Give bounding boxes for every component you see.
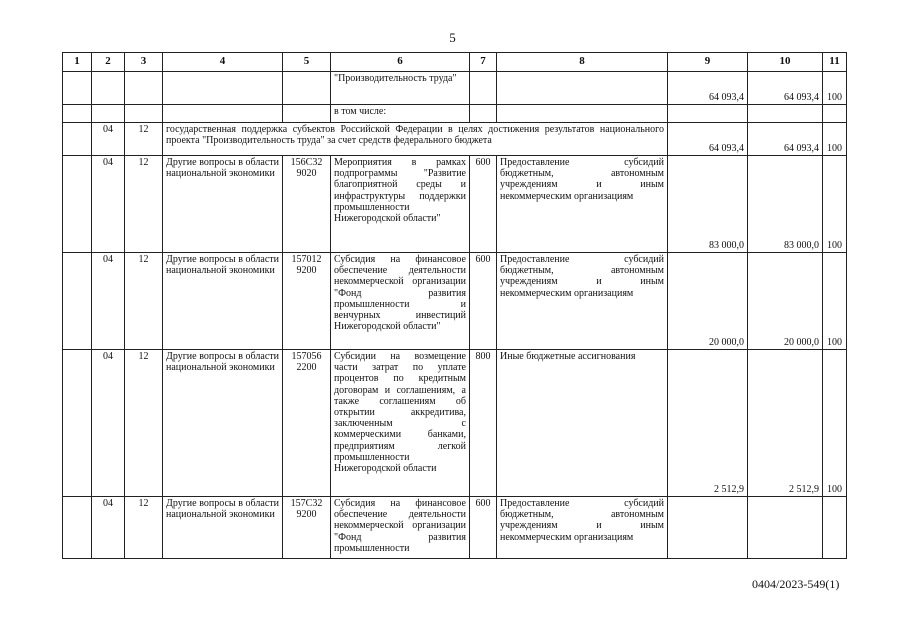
cell-amount: 64 093,4	[748, 72, 823, 105]
cell-percent: 100	[823, 123, 847, 156]
cell	[63, 350, 92, 497]
col-header: 5	[283, 53, 331, 72]
cell	[125, 105, 163, 123]
cell: в том числе:	[331, 105, 470, 123]
cell	[470, 72, 497, 105]
cell-section-name: Другие вопросы в области национальной экономики	[163, 350, 283, 497]
cell	[63, 72, 92, 105]
cell-amount	[668, 497, 748, 559]
cell-expense-name: Предоставление субсидий бюджетным, автономным учреждениям и иным некоммерческим организациям	[497, 156, 668, 253]
table-row	[63, 156, 847, 253]
col-header: 8	[497, 53, 668, 72]
cell-amount: 64 093,4	[748, 123, 823, 156]
cell	[63, 123, 92, 156]
table-row	[63, 105, 847, 123]
cell-merged-description: государственная поддержка субъектов Российской Федерации в целях достижения результатов национального проекта "Производительность труда" за счет средств федерального бюджета	[163, 123, 668, 156]
cell	[163, 72, 283, 105]
cell	[668, 105, 748, 123]
cell	[63, 253, 92, 350]
cell-percent: 100	[823, 350, 847, 497]
cell	[748, 105, 823, 123]
cell-expense-type: 800	[470, 350, 497, 497]
cell-section-name: Другие вопросы в области национальной экономики	[163, 253, 283, 350]
cell-percent: 100	[823, 72, 847, 105]
cell-amount: 20 000,0	[668, 253, 748, 350]
col-header: 3	[125, 53, 163, 72]
cell-section: 04	[92, 497, 125, 559]
page-number: 5	[449, 30, 456, 45]
col-header: 4	[163, 53, 283, 72]
cell	[63, 105, 92, 123]
cell-subsection: 12	[125, 123, 163, 156]
cell	[497, 105, 668, 123]
cell-target-code: 157012 9200	[283, 253, 331, 350]
cell-description: Субсидии на возмещение части затрат по уплате процентов по кредитным договорам и соглашениям, а также соглашениям об открытии аккредитива, заключенным с коммерческими банками, предприятиям легкой промышленности Нижегородской области	[331, 350, 470, 497]
cell-section: 04	[92, 253, 125, 350]
cell	[163, 105, 283, 123]
table-row	[63, 72, 847, 105]
cell-amount: 64 093,4	[668, 123, 748, 156]
cell	[470, 105, 497, 123]
cell-section: 04	[92, 156, 125, 253]
cell	[283, 72, 331, 105]
cell-amount: 64 093,4	[668, 72, 748, 105]
cell	[92, 72, 125, 105]
table-row	[63, 350, 847, 497]
cell-amount: 2 512,9	[668, 350, 748, 497]
cell-target-code: 156С32 9020	[283, 156, 331, 253]
cell-subsection: 12	[125, 253, 163, 350]
cell-amount: 20 000,0	[748, 253, 823, 350]
cell-subsection: 12	[125, 350, 163, 497]
cell-amount: 83 000,0	[668, 156, 748, 253]
cell	[92, 105, 125, 123]
budget-table	[62, 52, 847, 559]
cell-expense-name: Предоставление субсидий бюджетным, автономным учреждениям и иным некоммерческим организациям	[497, 253, 668, 350]
cell	[125, 72, 163, 105]
cell-section-name: Другие вопросы в области национальной экономики	[163, 156, 283, 253]
col-header: 7	[470, 53, 497, 72]
table-row	[63, 123, 847, 156]
cell-subsection: 12	[125, 156, 163, 253]
cell	[497, 72, 668, 105]
cell-expense-type: 600	[470, 497, 497, 559]
cell-expense-type: 600	[470, 253, 497, 350]
col-header: 9	[668, 53, 748, 72]
col-header: 1	[63, 53, 92, 72]
col-header: 2	[92, 53, 125, 72]
cell-section: 04	[92, 350, 125, 497]
cell-percent: 100	[823, 253, 847, 350]
cell-target-code: 157056 2200	[283, 350, 331, 497]
cell	[63, 497, 92, 559]
cell-expense-name: Предоставление субсидий бюджетным, автономным учреждениям и иным некоммерческим организациям	[497, 497, 668, 559]
cell-expense-type: 600	[470, 156, 497, 253]
cell	[63, 156, 92, 253]
cell-description: Субсидия на финансовое обеспечение деятельности некоммерческой организации "Фонд развития промышленности и венчурных инвестиций Нижегородской области"	[331, 253, 470, 350]
cell-amount: 83 000,0	[748, 156, 823, 253]
cell-subsection: 12	[125, 497, 163, 559]
cell-amount	[748, 497, 823, 559]
cell: "Производительность труда"	[331, 72, 470, 105]
cell-description: Субсидия на финансовое обеспечение деятельности некоммерческой организации "Фонд развития промышленности	[331, 497, 470, 559]
col-header: 11	[823, 53, 847, 72]
col-header: 10	[748, 53, 823, 72]
cell-description: Мероприятия в рамках подпрограммы "Развитие благоприятной среды и инфраструктуры поддержки промышленности Нижегородской области"	[331, 156, 470, 253]
cell-section-name: Другие вопросы в области национальной экономики	[163, 497, 283, 559]
cell-amount: 2 512,9	[748, 350, 823, 497]
table-row	[63, 253, 847, 350]
cell-percent: 100	[823, 156, 847, 253]
table-row	[63, 497, 847, 559]
cell-section: 04	[92, 123, 125, 156]
document-code: 0404/2023-549(1)	[752, 577, 840, 591]
cell-expense-name: Иные бюджетные ассигнования	[497, 350, 668, 497]
cell	[283, 105, 331, 123]
cell	[823, 105, 847, 123]
col-header: 6	[331, 53, 470, 72]
header-row	[63, 53, 847, 72]
cell-target-code: 157С32 9200	[283, 497, 331, 559]
cell-percent	[823, 497, 847, 559]
